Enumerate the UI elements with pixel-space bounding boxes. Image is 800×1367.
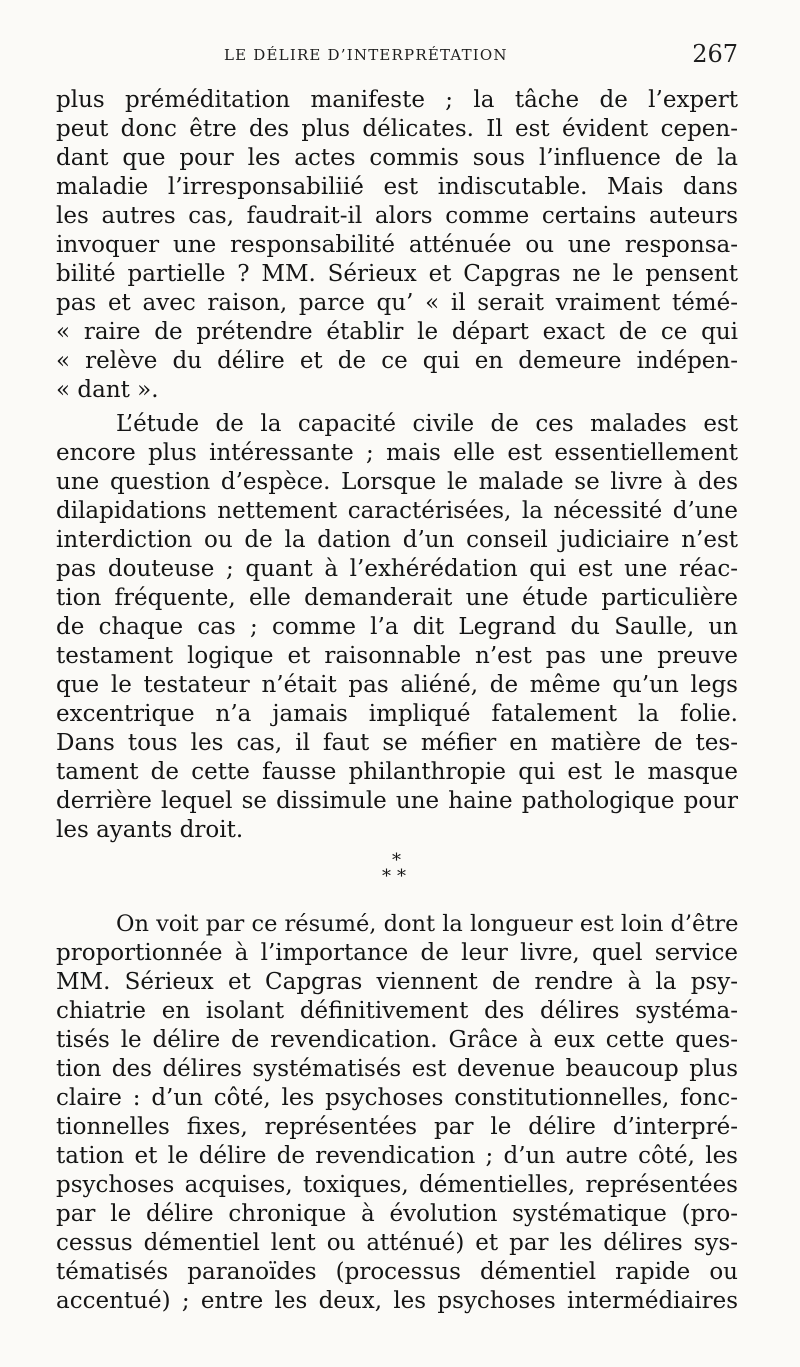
text-line: tématisés paranoïdes (processus démentiel rapide ou bbox=[56, 1259, 738, 1285]
text-line: « relève du délire et de ce qui en demeure indépen- bbox=[56, 348, 738, 374]
text-line: « dant ». bbox=[56, 377, 159, 403]
text-line: tisés le délire de revendication. Grâce à eux cette ques- bbox=[56, 1027, 738, 1053]
text-line: excentrique n’a jamais impliqué fatalement la folie. bbox=[56, 701, 738, 727]
text-line: dilapidations nettement caractérisées, la nécessité d’une bbox=[56, 498, 738, 524]
separator-asterisk-top: * bbox=[392, 850, 401, 871]
text-line: tion fréquente, elle demanderait une étude particulière bbox=[56, 585, 738, 611]
text-line: bilité partielle ? MM. Sérieux et Capgras ne le pensent bbox=[56, 261, 738, 287]
text-line: tion des délires systématisés est devenue beaucoup plus bbox=[56, 1056, 738, 1082]
text-line: dant que pour les actes commis sous l’influence de la bbox=[56, 145, 738, 171]
text-line: une question d’espèce. Lorsque le malade se livre à des bbox=[56, 469, 738, 495]
page-number: 267 bbox=[692, 40, 738, 68]
running-title: LE DÉLIRE D’INTERPRÉTATION bbox=[224, 46, 508, 64]
text-line: cessus démentiel lent ou atténué) et par les délires sys- bbox=[56, 1230, 738, 1256]
page-header bbox=[56, 40, 738, 74]
text-line: proportionnée à l’importance de leur livre, quel service bbox=[56, 940, 738, 966]
text-line: maladie l’irresponsabiliié est indiscutable. Mais dans bbox=[56, 174, 738, 200]
text-line: pas et avec raison, parce qu’ « il serait vraiment témé- bbox=[56, 290, 738, 316]
text-line: plus préméditation manifeste ; la tâche de l’expert bbox=[56, 87, 738, 113]
text-line: de chaque cas ; comme l’a dit Legrand du Saulle, un bbox=[56, 614, 738, 640]
text-line: les autres cas, faudrait-il alors comme certains auteurs bbox=[56, 203, 738, 229]
text-line: psychoses acquises, toxiques, démentielles, représentées bbox=[56, 1172, 738, 1198]
text-line: accentué) ; entre les deux, les psychoses intermédiaires bbox=[56, 1288, 738, 1314]
text-line: pas douteuse ; quant à l’exhérédation qui est une réac- bbox=[56, 556, 738, 582]
text-line: « raire de prétendre établir le départ exact de ce qui bbox=[56, 319, 738, 345]
text-line: tament de cette fausse philanthropie qui est le masque bbox=[56, 759, 738, 785]
text-line: claire : d’un côté, les psychoses constitutionnelles, fonc- bbox=[56, 1085, 738, 1111]
text-line: derrière lequel se dissimule une haine pathologique pour bbox=[56, 788, 738, 814]
text-line: testament logique et raisonnable n’est pas une preuve bbox=[56, 643, 738, 669]
text-line: L’étude de la capacité civile de ces malades est bbox=[116, 411, 738, 437]
text-line: tionnelles fixes, représentées par le délire d’interpré- bbox=[56, 1114, 738, 1140]
text-line: que le testateur n’était pas aliéné, de même qu’un legs bbox=[56, 672, 738, 698]
text-line: On voit par ce résumé, dont la longueur est loin d’être bbox=[116, 911, 739, 937]
separator-asterisks-bottom: ** bbox=[382, 866, 412, 887]
text-line: peut donc être des plus délicates. Il est évident cepen- bbox=[56, 116, 738, 142]
text-line: MM. Sérieux et Capgras viennent de rendre à la psy- bbox=[56, 969, 738, 995]
text-line: Dans tous les cas, il faut se méfier en matière de tes- bbox=[56, 730, 738, 756]
text-line: encore plus intéressante ; mais elle est essentiellement bbox=[56, 440, 738, 466]
text-line: invoquer une responsabilité atténuée ou une responsa- bbox=[56, 232, 738, 258]
text-line: interdiction ou de la dation d’un conseil judiciaire n’est bbox=[56, 527, 738, 553]
text-line: tation et le délire de revendication ; d’un autre côté, les bbox=[56, 1143, 738, 1169]
text-line: chiatrie en isolant définitivement des délires systéma- bbox=[56, 998, 738, 1024]
text-line: les ayants droit. bbox=[56, 817, 244, 843]
text-line: par le délire chronique à évolution systématique (pro- bbox=[56, 1201, 738, 1227]
